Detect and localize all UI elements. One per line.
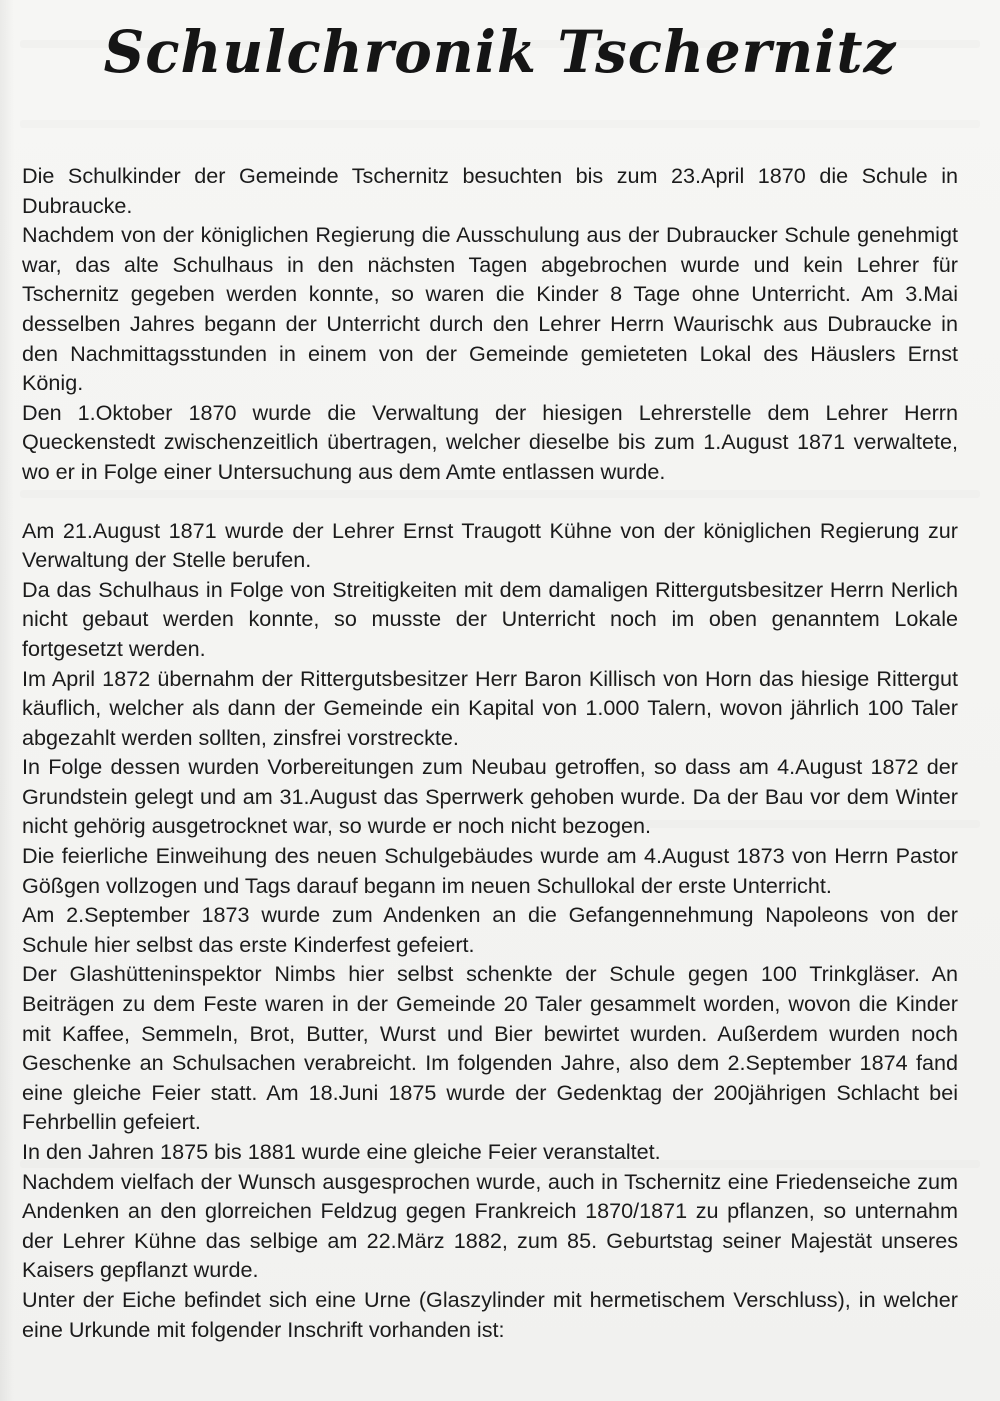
paragraph: Im April 1872 übernahm der Rittergutsbesitzer Herr Baron Killisch von Horn das hiesige Rittergut käuflich, welcher als dann der Gemeinde ein Kapital von 1.000 Talern, wovon jährlich 100 Taler abgezahlt werden sollten, zinsfrei vorstreckte.	[22, 665, 958, 750]
paragraph: Unter der Eiche befindet sich eine Urne (Glaszylinder mit hermetischem Verschluss), in welcher eine Urkunde mit folgender Inschrift vorhanden ist:	[22, 1286, 958, 1342]
paragraph: Der Glashütteninspektor Nimbs hier selbst schenkte der Schule gegen 100 Trinkgläser. An Beiträgen zu dem Feste waren in der Gemeinde 20 Taler gesammelt worden, wovon die Kinder mit Kaffee, Semmeln, Brot, Butter, Wurst und Bier bewirtet wurden. Außerdem wurden noch Geschenke an Schulsachen verabreicht. Im folgenden Jahre, also dem 2.September 1874 fand eine gleiche Feier statt. Am 18.Juni 1875 wurde der Gedenktag der 200jährigen Schlacht bei Fehrbellin gefeiert.	[22, 961, 958, 1135]
paragraph: In den Jahren 1875 bis 1881 wurde eine gleiche Feier veranstaltet.	[22, 1139, 661, 1164]
bleed-through-line	[20, 120, 980, 128]
paragraph: In Folge dessen wurden Vorbereitungen zum Neubau getroffen, so dass am 4.August 1872 der Grundstein gelegt und am 31.August das Sperrwerk gehoben wurde. Da der Bau vor dem Winter nicht gehörig ausgetrocknet war, so wurde er noch nicht bezogen.	[22, 754, 958, 839]
page-title: Schulchronik Tschernitz	[103, 18, 897, 86]
paragraph: Am 2.September 1873 wurde zum Andenken an die Gefangennehmung Napoleons von der Schule hier selbst das erste Kinderfest gefeiert.	[22, 902, 958, 957]
paragraph: Da das Schulhaus in Folge von Streitigkeiten mit dem damaligen Rittergutsbesitzer Herrn Nerlich nicht gebaut werden konnte, so musste der Unterricht noch im oben genanntem Lokale fortgesetzt werden.	[22, 576, 958, 661]
chronicle-body	[22, 161, 958, 1344]
paragraph: Nachdem vielfach der Wunsch ausgesprochen wurde, auch in Tschernitz eine Friedenseiche zum Andenken an den glorreichen Feldzug gegen Frankreich 1870/1871 zu pflanzen, so unternahm der Lehrer Kühne das selbige am 22.März 1882, zum 85. Geburtstag seiner Majestät unseres Kaisers gepflanzt wurde.	[22, 1168, 958, 1283]
paragraph: Am 21.August 1871 wurde der Lehrer Ernst Traugott Kühne von der königlichen Regierung zur Verwaltung der Stelle berufen.	[22, 517, 958, 573]
paragraph: Den 1.Oktober 1870 wurde die Verwaltung der hiesigen Lehrerstelle dem Lehrer Herrn Queckenstedt zwischenzeitlich übertragen, welcher dieselbe bis zum 1.August 1871 verwaltete, wo er in Folge einer Untersuchung aus dem Amte entlassen wurde.	[22, 399, 958, 484]
paragraph: Die feierliche Einweihung des neuen Schulgebäudes wurde am 4.August 1873 von Herrn Pastor Gößgen vollzogen und Tags darauf begann im neuen Schullokal der erste Unterricht.	[22, 843, 958, 898]
paragraph: Nachdem von der königlichen Regierung die Ausschulung aus der Dubraucker Schule genehmigt war, das alte Schulhaus in den nächsten Tagen abgebrochen wurde und kein Lehrer für Tschernitz gegeben werden konnte, so waren die Kinder 8 Tage ohne Unterricht. Am 3.Mai desselben Jahres begann der Unterricht durch den Lehrer Herrn Waurischk aus Dubraucke in den Nachmittagsstunden in einem von der Gemeinde gemieteten Lokal des Häuslers Ernst König.	[22, 222, 958, 396]
paragraph: Die Schulkinder der Gemeinde Tschernitz besuchten bis zum 23.April 1870 die Schule in Dubraucke.	[22, 163, 958, 218]
